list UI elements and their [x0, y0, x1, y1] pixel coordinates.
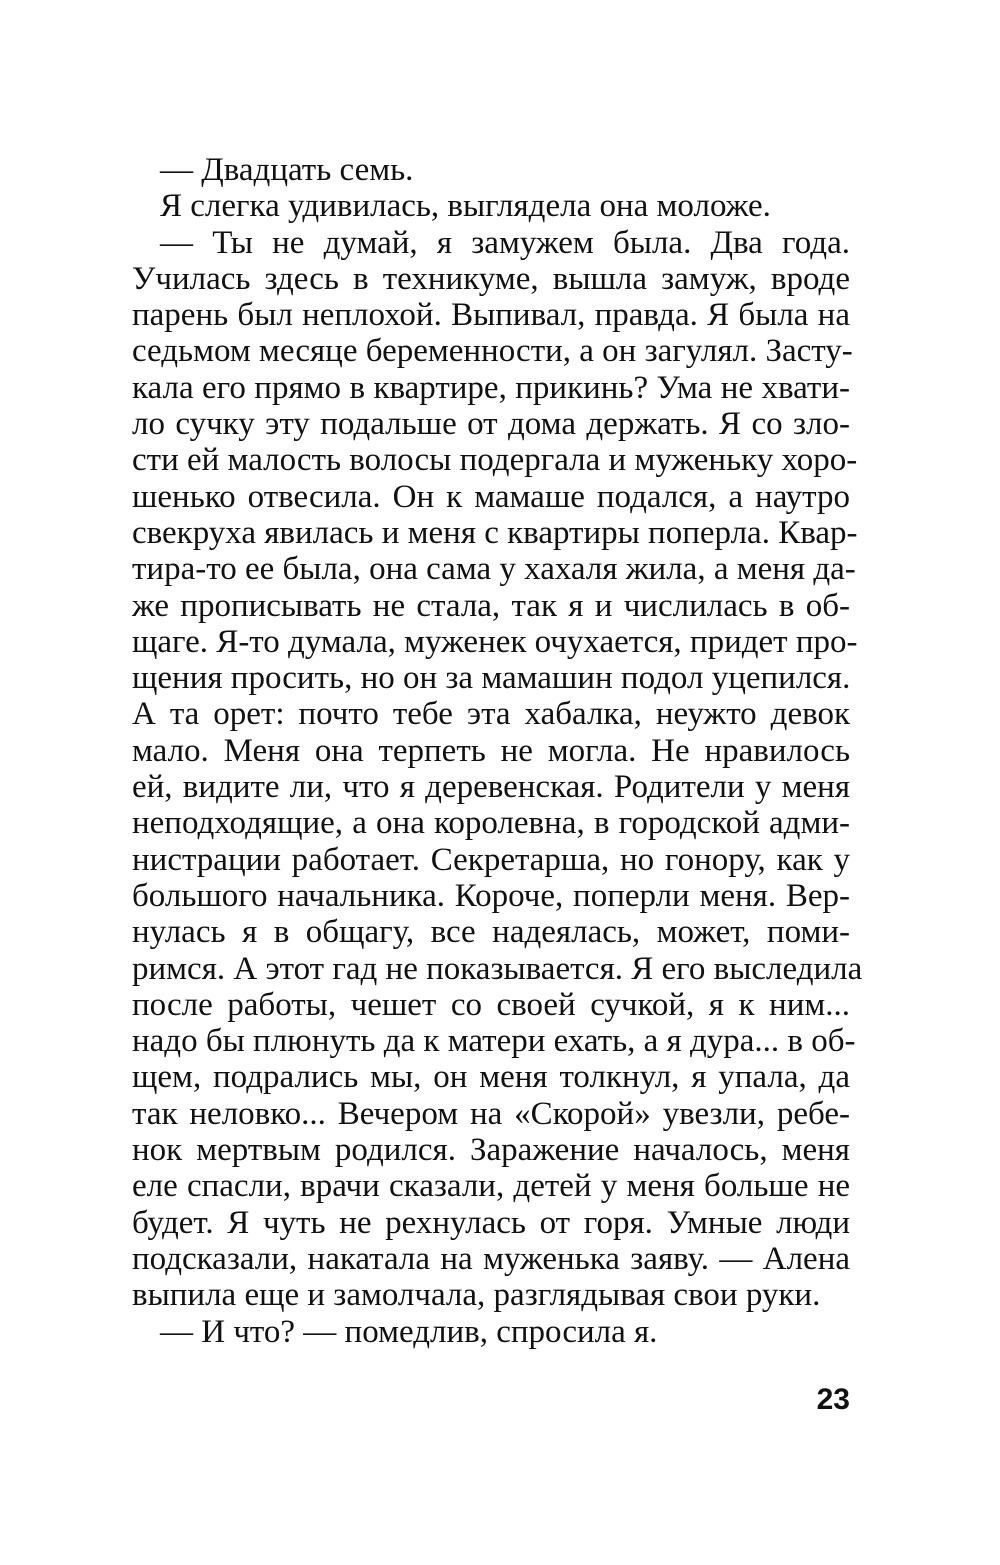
- text-line: так неловко... Вечером на «Скорой» увезли, ребе-: [132, 1095, 850, 1132]
- text-line: шенько отвесила. Он к мамаше подался, а наутро: [132, 478, 850, 515]
- text-line: нулась я в общагу, все надеялась, может, поми-: [132, 914, 850, 951]
- text-line: парень был неплохой. Выпивал, правда. Я была на: [132, 297, 850, 334]
- text-line: свекруха явилась и меня с квартиры поперла. Квар-: [132, 514, 858, 551]
- text-line: ло сучку эту подальше от дома держать. Я со зло-: [132, 406, 850, 443]
- text-line: нистрации работает. Секретарша, но гонору, как у: [132, 841, 850, 878]
- text-line: Училась здесь в техникуме, вышла замуж, вроде: [132, 260, 850, 297]
- text-line: Я слегка удивилась, выглядела она моложе.: [160, 188, 771, 225]
- text-line: щения просить, но он за мамашин подол уцепился.: [132, 660, 851, 697]
- page-number: 23: [816, 1383, 850, 1416]
- text-line: щаге. Я-то думала, муженек очухается, придет про-: [132, 623, 858, 660]
- text-line: — Ты не думай, я замужем была. Два года.: [160, 224, 850, 261]
- text-line: большого начальника. Короче, поперли меня. Вер-: [132, 877, 850, 914]
- text-line: тира-то ее была, она сама у хахаля жила, а меня да-: [132, 551, 856, 588]
- text-line: подсказали, накатала на муженька заяву. — Алена: [132, 1240, 850, 1277]
- text-line: — И что? — помедлив, спросила я.: [160, 1313, 658, 1350]
- text-line: после работы, чешет со своей сучкой, я к ним...: [132, 986, 850, 1023]
- text-line: нок мертвым родился. Заражение началось, меня: [132, 1132, 850, 1169]
- text-line: щем, подрались мы, он меня толкнул, я упала, да: [132, 1059, 850, 1096]
- text-line: — Двадцать семь.: [160, 152, 414, 188]
- text-line: А та орет: почто тебе эта хабалка, неужто девок: [132, 696, 850, 733]
- text-line: сти ей малость волосы подергала и муженьку хоро-: [132, 442, 858, 479]
- text-line: же прописывать не стала, так я и числилась в об-: [132, 587, 850, 624]
- text-line: седьмом месяце беременности, а он загулял. Засту-: [132, 333, 853, 370]
- text-line: будет. Я чуть не рехнулась от горя. Умные люди: [132, 1204, 850, 1241]
- text-line: ей, видите ли, что я деревенская. Родители у меня: [132, 769, 850, 806]
- page-body-text: [132, 152, 863, 1350]
- text-line: еле спасли, врачи сказали, детей у меня больше не: [132, 1168, 850, 1205]
- text-line: выпила еще и замолчала, разглядывая свои руки.: [132, 1277, 821, 1314]
- text-line: надо бы плюнуть да к матери ехать, а я дура... в об-: [132, 1023, 856, 1060]
- text-line: мало. Меня она терпеть не могла. Не нравилось: [132, 732, 850, 769]
- text-line: римся. А этот гад не показывается. Я его выследила: [132, 950, 863, 987]
- text-line: кала его прямо в квартире, прикинь? Ума не хвати-: [132, 369, 850, 406]
- text-line: неподходящие, а она королевна, в городской адми-: [132, 805, 850, 842]
